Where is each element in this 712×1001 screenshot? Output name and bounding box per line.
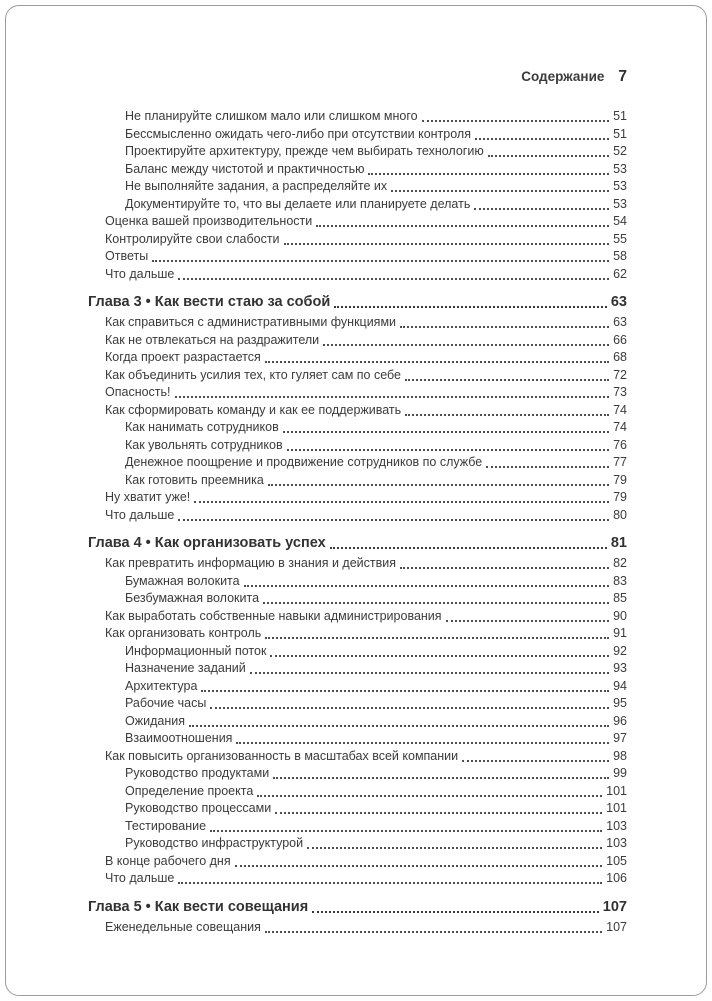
toc-entry-page-number: 91 [613, 626, 627, 640]
dot-leader [330, 547, 607, 549]
dot-leader [178, 519, 609, 521]
toc-entry [88, 332, 627, 350]
toc-entry-page-number: 54 [613, 214, 627, 228]
dot-leader [462, 760, 609, 762]
toc-entry-page-number: 58 [613, 249, 627, 263]
toc-entry-title: Бессмысленно ожидать чего-либо при отсутствии контроля [125, 126, 471, 141]
dot-leader [400, 567, 609, 569]
dot-leader [400, 326, 609, 328]
toc-entry-title: Как объединить усилия тех, кто гуляет сам по себе [105, 367, 401, 382]
toc-entry-title: Бумажная волокита [125, 573, 240, 588]
dot-leader [312, 911, 599, 913]
toc-entry [88, 489, 627, 507]
toc-entry-title: Определение проекта [125, 783, 254, 798]
toc-entry [88, 314, 627, 332]
toc-entry-page-number: 79 [613, 472, 627, 487]
toc-entry-title: Ожидания [125, 713, 185, 728]
toc-entry-page-number: 93 [613, 661, 627, 675]
toc-entry-page-number: 107 [606, 919, 627, 934]
toc-entry [88, 713, 627, 731]
toc-entry [88, 231, 627, 249]
toc-entry-title: Архитектура [125, 678, 198, 693]
toc-entry-page-number: 51 [613, 109, 627, 123]
dot-leader [265, 637, 609, 639]
toc-entry [88, 196, 627, 214]
dot-leader [268, 484, 609, 486]
toc-chapter-entry [88, 897, 627, 917]
toc-entry-page-number: 81 [610, 535, 627, 551]
toc-entry [88, 643, 627, 661]
toc-entry-title: Информационный поток [125, 643, 267, 658]
toc-entry-page-number: 96 [613, 713, 627, 728]
toc-entry [88, 402, 627, 420]
toc-entry-title: Ну хватит уже! [105, 490, 191, 504]
toc-entry-page-number: 80 [613, 507, 627, 522]
toc-entry-title: Как повысить организованность в масштабах всей компании [105, 748, 459, 763]
toc-entry-title: Безбумажная волокита [125, 591, 260, 605]
toc-entry [88, 213, 627, 231]
toc-entry-title: Когда проект разрастается [105, 350, 261, 364]
toc-entry-page-number: 72 [613, 367, 627, 382]
toc-entry-page-number: 97 [613, 731, 627, 745]
toc-entry [88, 367, 627, 385]
toc-chapter-entry [88, 292, 627, 312]
toc-entry-page-number: 107 [602, 898, 627, 915]
toc-entry [88, 573, 627, 591]
dot-leader [210, 707, 609, 709]
dot-leader [422, 120, 610, 122]
toc-entry-title: Назначение заданий [125, 661, 246, 675]
dot-leader [194, 501, 609, 503]
dot-leader [284, 243, 610, 245]
toc-entry-page-number: 73 [613, 385, 627, 399]
toc-entry-page-number: 52 [613, 144, 627, 158]
toc-entry-title: Еженедельные совещания [105, 919, 261, 934]
toc-entry [88, 835, 627, 853]
dot-leader [368, 173, 609, 175]
toc-entry-title: Не выполняйте задания, а распределяйте их [125, 179, 388, 193]
toc-entry [88, 454, 627, 472]
toc-entry-page-number: 53 [613, 179, 627, 193]
toc-entry [88, 678, 627, 696]
toc-entry-page-number: 103 [606, 836, 627, 850]
toc-entry-page-number: 94 [613, 678, 627, 693]
toc-entry-page-number: 74 [613, 420, 627, 434]
toc-entry-title: Документируйте то, что вы делаете или планируете делать [125, 196, 471, 211]
toc-entry-title: Как справиться с административными функциями [105, 315, 397, 329]
dot-leader [263, 602, 609, 604]
table-of-contents [88, 108, 627, 936]
dot-leader [178, 882, 602, 884]
dot-leader [210, 830, 602, 832]
toc-entry-page-number: 92 [613, 643, 627, 658]
toc-entry-page-number: 66 [613, 332, 627, 347]
dot-leader [236, 742, 609, 744]
dot-leader [201, 690, 609, 692]
toc-entry [88, 349, 627, 367]
dot-leader [391, 190, 609, 192]
dot-leader [178, 278, 609, 280]
dot-leader [270, 655, 609, 657]
header-page-number: 7 [618, 68, 627, 85]
dot-leader [273, 777, 609, 779]
toc-entry-page-number: 63 [613, 315, 627, 329]
toc-entry-title: Глава 5 • Как вести совещания [88, 898, 309, 915]
toc-entry-title: Что дальше [105, 266, 175, 281]
toc-entry-page-number: 51 [613, 126, 627, 141]
toc-entry-title: Как увольнять сотрудников [125, 437, 283, 452]
toc-entry [88, 818, 627, 836]
toc-entry-title: Глава 4 • Как организовать успех [88, 535, 326, 551]
dot-leader [405, 379, 609, 381]
toc-entry-title: Что дальше [105, 871, 175, 885]
toc-entry-page-number: 76 [613, 437, 627, 452]
toc-entry-page-number: 98 [613, 748, 627, 763]
dot-leader [250, 672, 609, 674]
dot-leader [323, 344, 609, 346]
toc-entry-page-number: 99 [613, 766, 627, 780]
toc-entry-page-number: 85 [613, 591, 627, 605]
toc-entry-page-number: 101 [606, 801, 627, 815]
toc-entry-page-number: 103 [606, 818, 627, 833]
toc-entry [88, 384, 627, 402]
toc-entry [88, 783, 627, 801]
toc-entry [88, 590, 627, 608]
dot-leader [244, 585, 610, 587]
toc-entry-title: Что дальше [105, 507, 175, 522]
dot-leader [405, 414, 609, 416]
toc-entry-title: Глава 3 • Как вести стаю за собой [88, 294, 331, 310]
toc-entry-page-number: 95 [613, 696, 627, 710]
toc-entry [88, 143, 627, 161]
toc-entry [88, 608, 627, 626]
dot-leader [287, 449, 609, 451]
toc-entry-title: Баланс между чистотой и практичностью [125, 161, 365, 176]
dot-leader [283, 431, 609, 433]
toc-entry-page-number: 90 [613, 608, 627, 623]
toc-entry [88, 853, 627, 871]
toc-entry-title: Взаимоотношения [125, 731, 233, 745]
toc-entry-title: Как готовить преемника [125, 472, 264, 487]
toc-entry-title: Ответы [105, 249, 149, 263]
toc-entry-page-number: 82 [613, 556, 627, 570]
toc-entry [88, 178, 627, 196]
toc-entry-title: Денежное поощрение и продвижение сотрудников по службе [125, 455, 483, 469]
toc-chapter-entry [88, 533, 627, 553]
toc-entry-title: Рабочие часы [125, 696, 207, 710]
toc-entry-page-number: 77 [613, 455, 627, 469]
toc-entry-page-number: 55 [613, 231, 627, 246]
header-title: Содержание [521, 69, 605, 84]
toc-entry [88, 695, 627, 713]
toc-entry [88, 555, 627, 573]
toc-entry [88, 765, 627, 783]
toc-entry-page-number: 106 [606, 871, 627, 885]
dot-leader [175, 396, 610, 398]
dot-leader [488, 155, 609, 157]
toc-entry [88, 126, 627, 144]
toc-entry-title: В конце рабочего дня [105, 853, 231, 868]
toc-entry-page-number: 53 [613, 196, 627, 211]
toc-entry-title: Руководство продуктами [125, 766, 270, 780]
dot-leader [265, 931, 602, 933]
toc-entry-page-number: 83 [613, 573, 627, 588]
dot-leader [334, 306, 607, 308]
toc-entry [88, 266, 627, 284]
toc-entry-title: Опасность! [105, 385, 171, 399]
toc-entry-page-number: 74 [613, 402, 627, 417]
toc-entry-title: Как организовать контроль [105, 626, 262, 640]
toc-entry [88, 248, 627, 266]
toc-entry [88, 507, 627, 525]
toc-entry-page-number: 68 [613, 350, 627, 364]
toc-entry [88, 472, 627, 490]
toc-entry-title: Как нанимать сотрудников [125, 420, 279, 434]
toc-entry-title: Оценка вашей производительности [105, 214, 313, 228]
toc-entry-title: Не планируйте слишком мало или слишком много [125, 109, 418, 123]
toc-entry [88, 419, 627, 437]
toc-entry-title: Контролируйте свои слабости [105, 231, 280, 246]
toc-entry [88, 437, 627, 455]
page-header [88, 68, 627, 86]
toc-entry-title: Как выработать собственные навыки администрирования [105, 608, 442, 623]
toc-entry [88, 800, 627, 818]
toc-entry-page-number: 53 [613, 161, 627, 176]
toc-entry [88, 870, 627, 888]
dot-leader [265, 361, 609, 363]
dot-leader [486, 466, 609, 468]
dot-leader [475, 138, 609, 140]
toc-entry-title: Как не отвлекаться на раздражители [105, 332, 320, 347]
toc-entry [88, 625, 627, 643]
dot-leader [316, 225, 609, 227]
dot-leader [152, 260, 609, 262]
toc-entry-title: Руководство процессами [125, 801, 272, 815]
toc-entry [88, 108, 627, 126]
dot-leader [275, 812, 602, 814]
toc-entry [88, 919, 627, 937]
dot-leader [257, 795, 602, 797]
toc-entry-page-number: 79 [613, 490, 627, 504]
dot-leader [474, 208, 609, 210]
toc-entry-title: Как сформировать команду и как ее поддерживать [105, 402, 402, 417]
dot-leader [189, 725, 609, 727]
toc-entry-title: Тестирование [125, 818, 207, 833]
toc-entry-title: Проектируйте архитектуру, прежде чем выбирать технологию [125, 144, 484, 158]
toc-entry [88, 730, 627, 748]
dot-leader [446, 620, 610, 622]
toc-entry [88, 748, 627, 766]
toc-entry-page-number: 101 [606, 783, 627, 798]
toc-entry [88, 660, 627, 678]
dot-leader [235, 865, 603, 867]
toc-entry-title: Как превратить информацию в знания и действия [105, 556, 397, 570]
toc-entry-page-number: 62 [613, 266, 627, 281]
toc-entry [88, 161, 627, 179]
toc-entry-title: Руководство инфраструктурой [125, 836, 304, 850]
toc-entry-page-number: 105 [606, 853, 627, 868]
dot-leader [307, 847, 602, 849]
toc-entry-page-number: 63 [610, 294, 627, 310]
